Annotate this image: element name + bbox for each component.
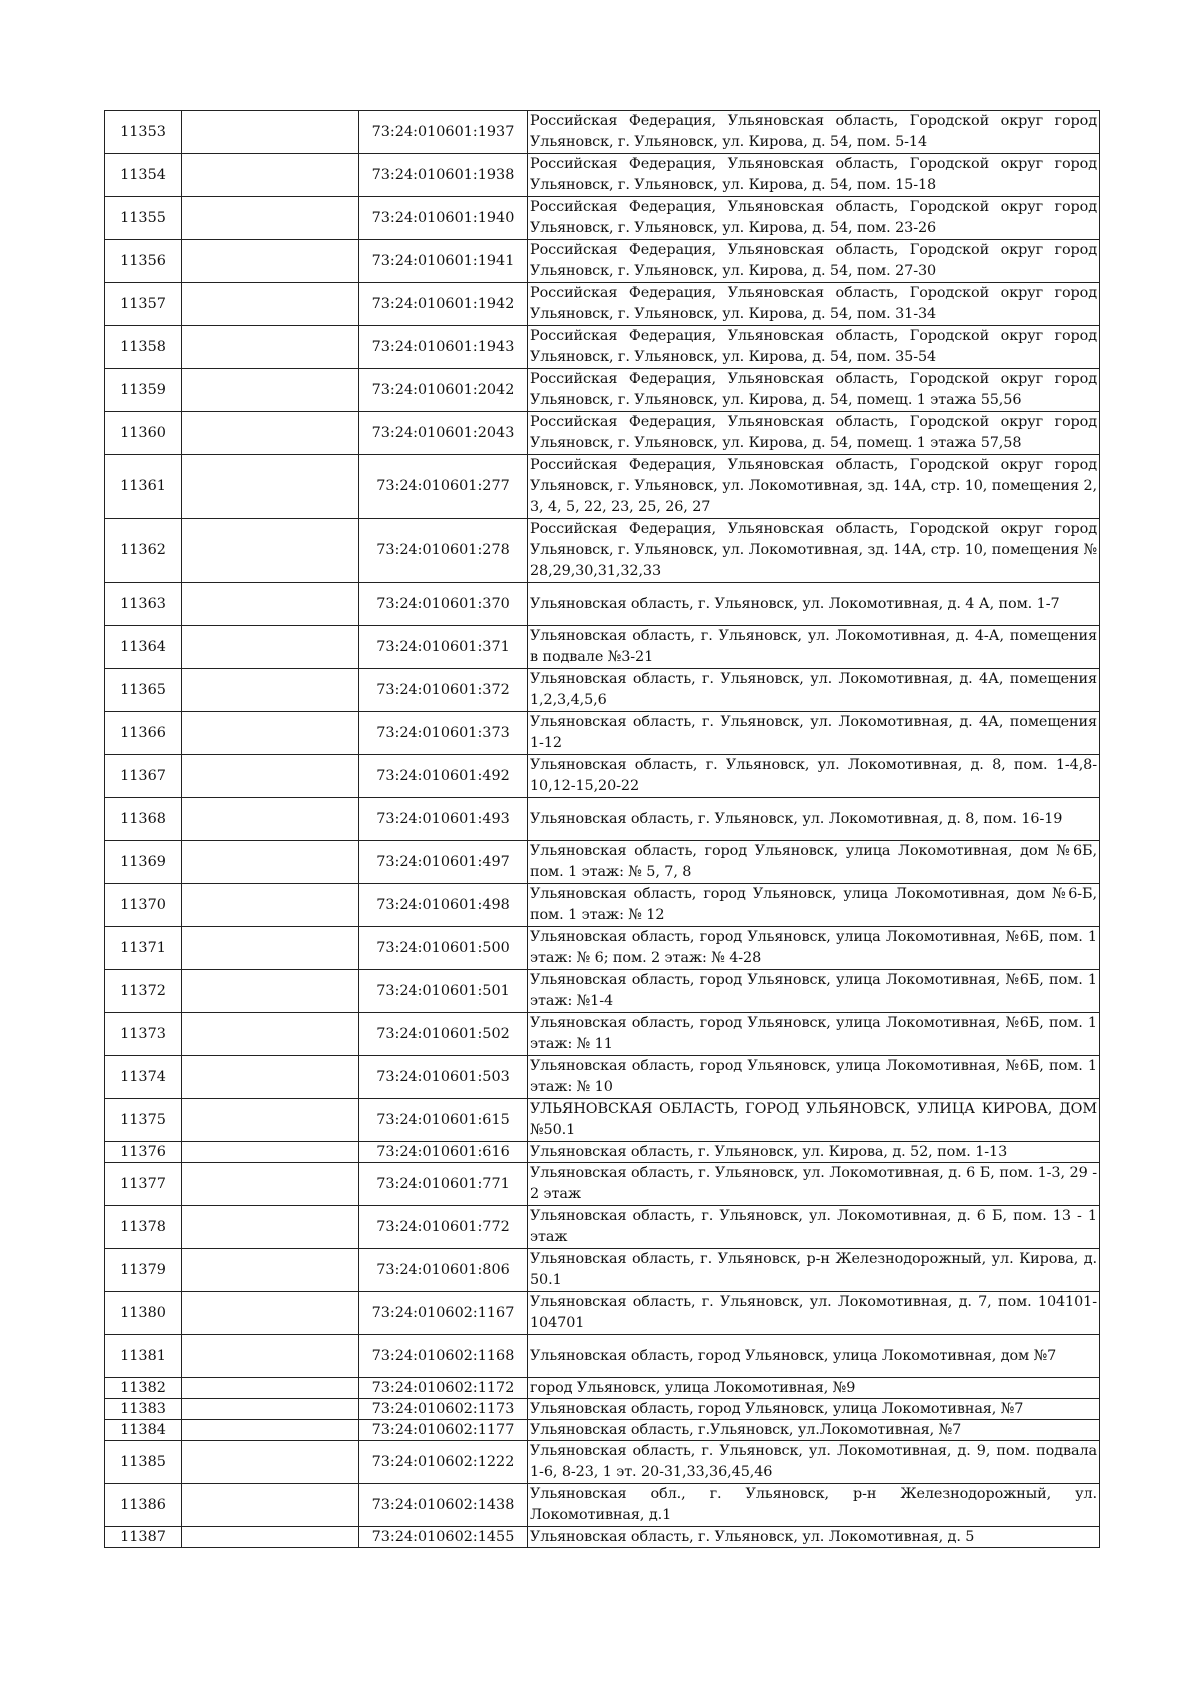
empty-cell [182,970,359,1013]
address: Ульяновская область, г. Ульяновск, р-н Железнодорожный, ул. Кирова, д. 50.1 [528,1249,1100,1292]
row-number: 11373 [105,1013,182,1056]
row-number: 11374 [105,1056,182,1099]
table-row [105,1013,1100,1056]
cadastral-number: 73:24:010601:806 [359,1249,528,1292]
empty-cell [182,197,359,240]
cadastral-number: 73:24:010602:1173 [359,1399,528,1420]
table-row [105,455,1100,519]
table-row [105,369,1100,412]
table-row [105,712,1100,755]
table-row [105,1527,1100,1548]
table-row [105,240,1100,283]
table-row [105,755,1100,798]
cadastral-number: 73:24:010601:500 [359,927,528,970]
row-number: 11359 [105,369,182,412]
empty-cell [182,1163,359,1206]
empty-cell [182,283,359,326]
row-number: 11364 [105,626,182,669]
cadastral-number: 73:24:010601:370 [359,583,528,626]
table-row [105,1206,1100,1249]
table-row [105,798,1100,841]
table-row [105,519,1100,583]
cadastral-number: 73:24:010601:1938 [359,154,528,197]
row-number: 11383 [105,1399,182,1420]
address: Ульяновская область, г. Ульяновск, ул. Локомотивная, д. 5 [528,1527,1100,1548]
table-row [105,669,1100,712]
address: Ульяновская область, город Ульяновск, улица Локомотивная, №6Б, пом. 1 этаж: №1-4 [528,970,1100,1013]
empty-cell [182,1056,359,1099]
table-row [105,583,1100,626]
table-row [105,884,1100,927]
empty-cell [182,1013,359,1056]
row-number: 11387 [105,1527,182,1548]
empty-cell [182,1484,359,1527]
cadastral-number: 73:24:010601:1942 [359,283,528,326]
empty-cell [182,927,359,970]
row-number: 11366 [105,712,182,755]
address: Российская Федерация, Ульяновская область, Городской округ город Ульяновск, г. Ульяновск, ул. Кирова, д. 54, пом. 5-14 [528,111,1100,154]
row-number: 11384 [105,1420,182,1441]
empty-cell [182,583,359,626]
registry-table [104,110,1100,1548]
address: Ульяновская область, г. Ульяновск, ул. Локомотивная, д. 8, пом. 16-19 [528,798,1100,841]
table-row [105,326,1100,369]
cadastral-number: 73:24:010602:1177 [359,1420,528,1441]
address: Ульяновская область, г. Ульяновск, ул. Локомотивная, д. 4А, помещения 1-12 [528,712,1100,755]
empty-cell [182,369,359,412]
table-row [105,927,1100,970]
table-row [105,283,1100,326]
address: УЛЬЯНОВСКАЯ ОБЛАСТЬ, ГОРОД УЛЬЯНОВСК, УЛИЦА КИРОВА, ДОМ №50.1 [528,1099,1100,1142]
empty-cell [182,798,359,841]
table-row [105,1378,1100,1399]
cadastral-number: 73:24:010601:503 [359,1056,528,1099]
table-row [105,1249,1100,1292]
address: Ульяновская область, город Ульяновск, улица Локомотивная, №7 [528,1399,1100,1420]
empty-cell [182,1099,359,1142]
address: Российская Федерация, Ульяновская область, Городской округ город Ульяновск, г. Ульяновск, ул. Кирова, д. 54, помещ. 1 этажа 55,56 [528,369,1100,412]
row-number: 11358 [105,326,182,369]
address: Российская Федерация, Ульяновская область, Городской округ город Ульяновск, г. Ульяновск, ул. Локомотивная, зд. 14А, стр. 10, помещения № 28,29,30,31,32,33 [528,519,1100,583]
row-number: 11378 [105,1206,182,1249]
table-row [105,1420,1100,1441]
empty-cell [182,111,359,154]
cadastral-number: 73:24:010601:1943 [359,326,528,369]
cadastral-number: 73:24:010602:1438 [359,1484,528,1527]
empty-cell [182,755,359,798]
table-row [105,1142,1100,1163]
row-number: 11353 [105,111,182,154]
address: Российская Федерация, Ульяновская область, Городской округ город Ульяновск, г. Ульяновск, ул. Кирова, д. 54, помещ. 1 этажа 57,58 [528,412,1100,455]
address: Ульяновская область, город Ульяновск, улица Локомотивная, №6Б, пом. 1 этаж: № 10 [528,1056,1100,1099]
address: Ульяновская область, г. Ульяновск, ул. Локомотивная, д. 4 А, пом. 1-7 [528,583,1100,626]
empty-cell [182,1206,359,1249]
address: Ульяновская область, г. Ульяновск, ул. Локомотивная, д. 4А, помещения 1,2,3,4,5,6 [528,669,1100,712]
address: Ульяновская обл., г. Ульяновск, р-н Железнодорожный, ул. Локомотивная, д.1 [528,1484,1100,1527]
table-row [105,1484,1100,1527]
cadastral-number: 73:24:010602:1168 [359,1335,528,1378]
row-number: 11365 [105,669,182,712]
registry-table-body [105,111,1100,1548]
row-number: 11367 [105,755,182,798]
row-number: 11372 [105,970,182,1013]
empty-cell [182,154,359,197]
cadastral-number: 73:24:010601:615 [359,1099,528,1142]
empty-cell [182,455,359,519]
table-row [105,626,1100,669]
row-number: 11371 [105,927,182,970]
cadastral-number: 73:24:010601:1940 [359,197,528,240]
cadastral-number: 73:24:010601:772 [359,1206,528,1249]
table-row [105,1163,1100,1206]
cadastral-number: 73:24:010601:2043 [359,412,528,455]
address: Ульяновская область, г. Ульяновск, ул. Локомотивная, д. 6 Б, пом. 1-3, 29 - 2 этаж [528,1163,1100,1206]
cadastral-number: 73:24:010601:1941 [359,240,528,283]
address: Российская Федерация, Ульяновская область, Городской округ город Ульяновск, г. Ульяновск, ул. Кирова, д. 54, пом. 27-30 [528,240,1100,283]
row-number: 11377 [105,1163,182,1206]
empty-cell [182,884,359,927]
empty-cell [182,1378,359,1399]
address: Ульяновская область, г. Ульяновск, ул. Локомотивная, д. 4-А, помещения в подвале №3-21 [528,626,1100,669]
row-number: 11386 [105,1484,182,1527]
cadastral-number: 73:24:010601:371 [359,626,528,669]
table-row [105,412,1100,455]
row-number: 11356 [105,240,182,283]
empty-cell [182,669,359,712]
table-row [105,1335,1100,1378]
address: Ульяновская область, город Ульяновск, улица Локомотивная, №6Б, пом. 1 этаж: № 11 [528,1013,1100,1056]
cadastral-number: 73:24:010601:493 [359,798,528,841]
empty-cell [182,1142,359,1163]
address: Ульяновская область, г. Ульяновск, ул. Локомотивная, д. 8, пом. 1-4,8-10,12-15,20-22 [528,755,1100,798]
row-number: 11379 [105,1249,182,1292]
table-row [105,841,1100,884]
cadastral-number: 73:24:010601:497 [359,841,528,884]
row-number: 11357 [105,283,182,326]
cadastral-number: 73:24:010601:277 [359,455,528,519]
cadastral-number: 73:24:010601:498 [359,884,528,927]
cadastral-number: 73:24:010601:771 [359,1163,528,1206]
empty-cell [182,1399,359,1420]
address: Ульяновская область, г. Ульяновск, ул. Локомотивная, д. 9, пом. подвала 1-6, 8-23, 1 эт. 20-31,33,36,45,46 [528,1441,1100,1484]
cadastral-number: 73:24:010602:1455 [359,1527,528,1548]
cadastral-number: 73:24:010601:502 [359,1013,528,1056]
row-number: 11375 [105,1099,182,1142]
empty-cell [182,841,359,884]
row-number: 11360 [105,412,182,455]
empty-cell [182,519,359,583]
cadastral-number: 73:24:010601:2042 [359,369,528,412]
table-row [105,1292,1100,1335]
cadastral-number: 73:24:010601:616 [359,1142,528,1163]
table-row [105,154,1100,197]
row-number: 11380 [105,1292,182,1335]
table-row [105,1056,1100,1099]
empty-cell [182,1527,359,1548]
table-row [105,1441,1100,1484]
empty-cell [182,1249,359,1292]
empty-cell [182,626,359,669]
row-number: 11385 [105,1441,182,1484]
row-number: 11354 [105,154,182,197]
address: Ульяновская область, г. Ульяновск, ул. Локомотивная, д. 7, пом. 104101-104701 [528,1292,1100,1335]
row-number: 11355 [105,197,182,240]
cadastral-number: 73:24:010601:492 [359,755,528,798]
address: Ульяновская область, г. Ульяновск, ул. Локомотивная, д. 6 Б, пом. 13 - 1 этаж [528,1206,1100,1249]
address: Ульяновская область, город Ульяновск, улица Локомотивная, дом №6Б, пом. 1 этаж: № 5, 7, 8 [528,841,1100,884]
row-number: 11368 [105,798,182,841]
cadastral-number: 73:24:010601:501 [359,970,528,1013]
empty-cell [182,712,359,755]
cadastral-number: 73:24:010602:1172 [359,1378,528,1399]
cadastral-number: 73:24:010601:372 [359,669,528,712]
row-number: 11369 [105,841,182,884]
empty-cell [182,240,359,283]
address: Российская Федерация, Ульяновская область, Городской округ город Ульяновск, г. Ульяновск, ул. Кирова, д. 54, пом. 31-34 [528,283,1100,326]
address: город Ульяновск, улица Локомотивная, №9 [528,1378,1100,1399]
empty-cell [182,1441,359,1484]
cadastral-number: 73:24:010602:1222 [359,1441,528,1484]
empty-cell [182,1292,359,1335]
empty-cell [182,1335,359,1378]
address: Ульяновская область, г.Ульяновск, ул.Локомотивная, №7 [528,1420,1100,1441]
cadastral-number: 73:24:010601:1937 [359,111,528,154]
table-row [105,1399,1100,1420]
address: Российская Федерация, Ульяновская область, Городской округ город Ульяновск, г. Ульяновск, ул. Кирова, д. 54, пом. 23-26 [528,197,1100,240]
address: Российская Федерация, Ульяновская область, Городской округ город Ульяновск, г. Ульяновск, ул. Кирова, д. 54, пом. 15-18 [528,154,1100,197]
row-number: 11381 [105,1335,182,1378]
row-number: 11370 [105,884,182,927]
row-number: 11362 [105,519,182,583]
row-number: 11382 [105,1378,182,1399]
address: Российская Федерация, Ульяновская область, Городской округ город Ульяновск, г. Ульяновск, ул. Кирова, д. 54, пом. 35-54 [528,326,1100,369]
table-row [105,1099,1100,1142]
table-row [105,111,1100,154]
empty-cell [182,1420,359,1441]
cadastral-number: 73:24:010601:278 [359,519,528,583]
row-number: 11376 [105,1142,182,1163]
address: Ульяновская область, город Ульяновск, улица Локомотивная, №6Б, пом. 1 этаж: № 6; пом. 2 этаж: № 4-28 [528,927,1100,970]
empty-cell [182,326,359,369]
row-number: 11363 [105,583,182,626]
empty-cell [182,412,359,455]
address: Ульяновская область, город Ульяновск, улица Локомотивная, дом №6-Б, пом. 1 этаж: № 12 [528,884,1100,927]
address: Российская Федерация, Ульяновская область, Городской округ город Ульяновск, г. Ульяновск, ул. Локомотивная, зд. 14А, стр. 10, помещения 2, 3, 4, 5, 22, 23, 25, 26, 27 [528,455,1100,519]
row-number: 11361 [105,455,182,519]
address: Ульяновская область, город Ульяновск, улица Локомотивная, дом №7 [528,1335,1100,1378]
table-row [105,970,1100,1013]
cadastral-number: 73:24:010601:373 [359,712,528,755]
cadastral-number: 73:24:010602:1167 [359,1292,528,1335]
table-row [105,197,1100,240]
address: Ульяновская область, г. Ульяновск, ул. Кирова, д. 52, пом. 1-13 [528,1142,1100,1163]
